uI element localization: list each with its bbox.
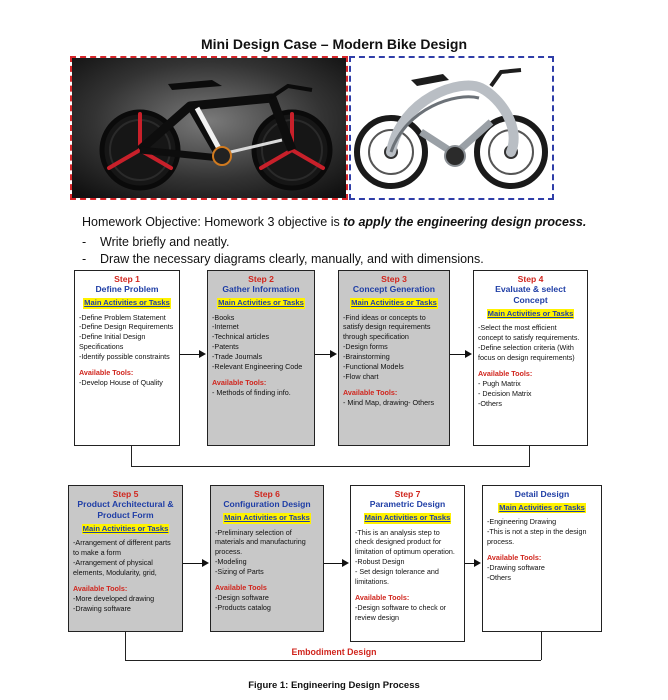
- tool-item: -Design software: [215, 593, 269, 603]
- step-task-item: -Design forms: [343, 342, 388, 352]
- arrow-right-icon: [450, 354, 470, 355]
- arrow-right-icon: [465, 563, 479, 564]
- step-7-box: [350, 485, 465, 642]
- step-task-item: -Define Initial Design Specifications: [79, 332, 146, 352]
- main-activities-label: Main Activities or Tasks: [499, 502, 585, 512]
- step-task-list: [215, 528, 319, 578]
- step-task-item: -This is not a step in the design process.: [487, 527, 587, 547]
- step-task-item: -Robust Design: [355, 557, 405, 567]
- step-task-item: -Engineering Drawing: [487, 517, 557, 527]
- embodiment-label-text: Embodiment Design: [288, 647, 379, 657]
- connector-line: [131, 446, 132, 467]
- step-1-box: [74, 270, 180, 446]
- available-tools-label: Available Tools:: [487, 553, 542, 563]
- step-title: Configuration Design: [223, 499, 311, 510]
- available-tools-label: Available Tools:: [212, 378, 267, 388]
- tool-item: -Design software to check or review design: [355, 603, 447, 623]
- step-task-list: [343, 313, 445, 383]
- available-tools-label: Available Tools:: [343, 388, 398, 398]
- tool-item: - Decision Matrix: [478, 388, 532, 398]
- main-activities-label: Main Activities or Tasks: [84, 298, 170, 308]
- connector-line: [529, 446, 530, 467]
- step-task-list: [478, 323, 583, 363]
- step-task-item: -Select the most efficient concept to satisfy requirements.: [478, 323, 580, 343]
- tool-item: -Drawing software: [487, 562, 545, 572]
- detail-design-box: [482, 485, 602, 632]
- bike-photo-right: [349, 56, 554, 200]
- tool-item: -Others: [487, 572, 511, 582]
- available-tools-label: Available Tools:: [73, 584, 128, 593]
- tool-item: -Develop House of Quality: [79, 378, 163, 388]
- tool-item: -Drawing software: [73, 603, 131, 613]
- embodiment-label: [0, 647, 668, 657]
- bullet-item: [82, 235, 229, 249]
- available-tools-label: Available Tools:: [79, 368, 134, 378]
- page-title: Mini Design Case – Modern Bike Design: [200, 36, 468, 52]
- tool-item: -Others: [478, 398, 502, 408]
- step-task-item: -Patents: [212, 342, 239, 352]
- step-title: Define Problem: [95, 284, 159, 295]
- step-task-item: -Books: [212, 312, 235, 322]
- connector-line: [131, 466, 530, 467]
- available-tools-label: Available Tools:: [478, 369, 533, 378]
- step-task-item: -Arrangement of different parts to make a form: [73, 538, 171, 558]
- arrow-right-icon: [324, 563, 347, 564]
- main-activities-label: Main Activities or Tasks: [82, 523, 169, 533]
- embodiment-bracket: [125, 660, 541, 661]
- objective-prefix: Homework Objective: Homework 3 objective is: [82, 215, 344, 229]
- step-task-item: -Find ideas or concepts to satisfy design requirements through specification: [343, 312, 431, 342]
- step-task-item: -Define Problem Statement: [79, 312, 166, 322]
- available-tools-label: Available Tools:: [355, 593, 410, 603]
- step-task-list: [73, 538, 178, 578]
- bullet-text: Draw the necessary diagrams clearly, manually, and with dimensions.: [100, 252, 484, 266]
- tool-item: -Products catalog: [215, 603, 271, 613]
- step-task-item: -Functional Models: [343, 362, 404, 372]
- step-title: Concept Generation: [352, 284, 436, 295]
- objective-emphasis: to apply the engineering design process.: [343, 215, 587, 229]
- bullet-item: [82, 252, 484, 266]
- main-activities-label: Main Activities or Tasks: [218, 298, 304, 308]
- step-task-list: [487, 517, 597, 547]
- step-task-item: -Internet: [212, 322, 239, 332]
- main-activities-label: Main Activities or Tasks: [224, 513, 310, 523]
- step-5-box: [68, 485, 183, 632]
- step-title: Evaluate & select Concept: [495, 284, 566, 306]
- step-title: Product Architectural & Product Form: [77, 499, 174, 521]
- step-number: Step 6: [254, 489, 280, 499]
- step-task-item: -Modeling: [215, 557, 247, 567]
- step-task-item: -Define Design Requirements: [79, 322, 174, 332]
- step-4-box: [473, 270, 588, 446]
- bike-illustration-left: [72, 58, 346, 198]
- step-task-list: [212, 313, 310, 373]
- bullet-dash: -: [82, 252, 87, 266]
- bike-photo-left: [70, 56, 348, 200]
- bike-illustration-right: [351, 58, 552, 198]
- step-title: Parametric Design: [369, 499, 446, 510]
- step-title: Gather Information: [222, 284, 300, 295]
- step-6-box: [210, 485, 324, 632]
- step-task-item: -Sizing of Parts: [215, 567, 264, 577]
- figure-caption: Figure 1: Engineering Design Process: [248, 680, 420, 691]
- step-task-list: [355, 528, 460, 588]
- bullet-text: Write briefly and neatly.: [100, 235, 230, 249]
- step-task-item: -Define selection criteria (With focus on design requirements): [478, 343, 575, 363]
- tool-item: - Methods of finding info.: [212, 388, 291, 398]
- main-activities-label: Main Activities or Tasks: [351, 298, 437, 308]
- step-task-item: -Trade Journals: [212, 352, 263, 362]
- tool-item: - Pugh Matrix: [478, 378, 521, 388]
- step-task-item: -Brainstorming: [343, 352, 390, 362]
- step-task-item: -Flow chart: [343, 372, 379, 382]
- step-number: Step 7: [394, 489, 421, 499]
- step-3-box: [338, 270, 450, 446]
- arrow-right-icon: [183, 563, 207, 564]
- step-task-item: - Set design tolerance and limitations.: [355, 567, 439, 587]
- tool-item: - Mind Map, drawing- Others: [343, 398, 435, 408]
- step-task-item: -Relevant Engineering Code: [212, 362, 303, 372]
- main-activities-label: Main Activities or Tasks: [487, 308, 574, 318]
- arrow-right-icon: [315, 354, 335, 355]
- homework-objective: [82, 215, 586, 229]
- available-tools-label: Available Tools: [215, 583, 267, 593]
- step-task-item: -Arrangement of physical elements, Modularity, grid,: [73, 558, 157, 578]
- step-task-item: -Preliminary selection of materials and manufacturing process.: [215, 527, 306, 557]
- step-task-item: -This is an analysis step to check designed product for limitation of optimum operation.: [355, 527, 455, 557]
- step-number: Step 4: [517, 274, 544, 284]
- step-title: Detail Design: [514, 489, 570, 499]
- step-task-item: -Technical articles: [212, 332, 270, 342]
- step-number: Step 3: [381, 274, 407, 284]
- step-number: Step 5: [112, 489, 139, 499]
- step-2-box: [207, 270, 315, 446]
- main-activities-label: Main Activities or Tasks: [364, 513, 451, 523]
- step-number: Step 1: [114, 274, 140, 284]
- step-number: Step 2: [248, 274, 274, 284]
- step-task-item: -Identify possible constraints: [79, 352, 170, 362]
- step-task-list: [79, 313, 175, 363]
- tool-item: -More developed drawing: [73, 593, 155, 603]
- bullet-dash: -: [82, 235, 87, 249]
- arrow-right-icon: [180, 354, 204, 355]
